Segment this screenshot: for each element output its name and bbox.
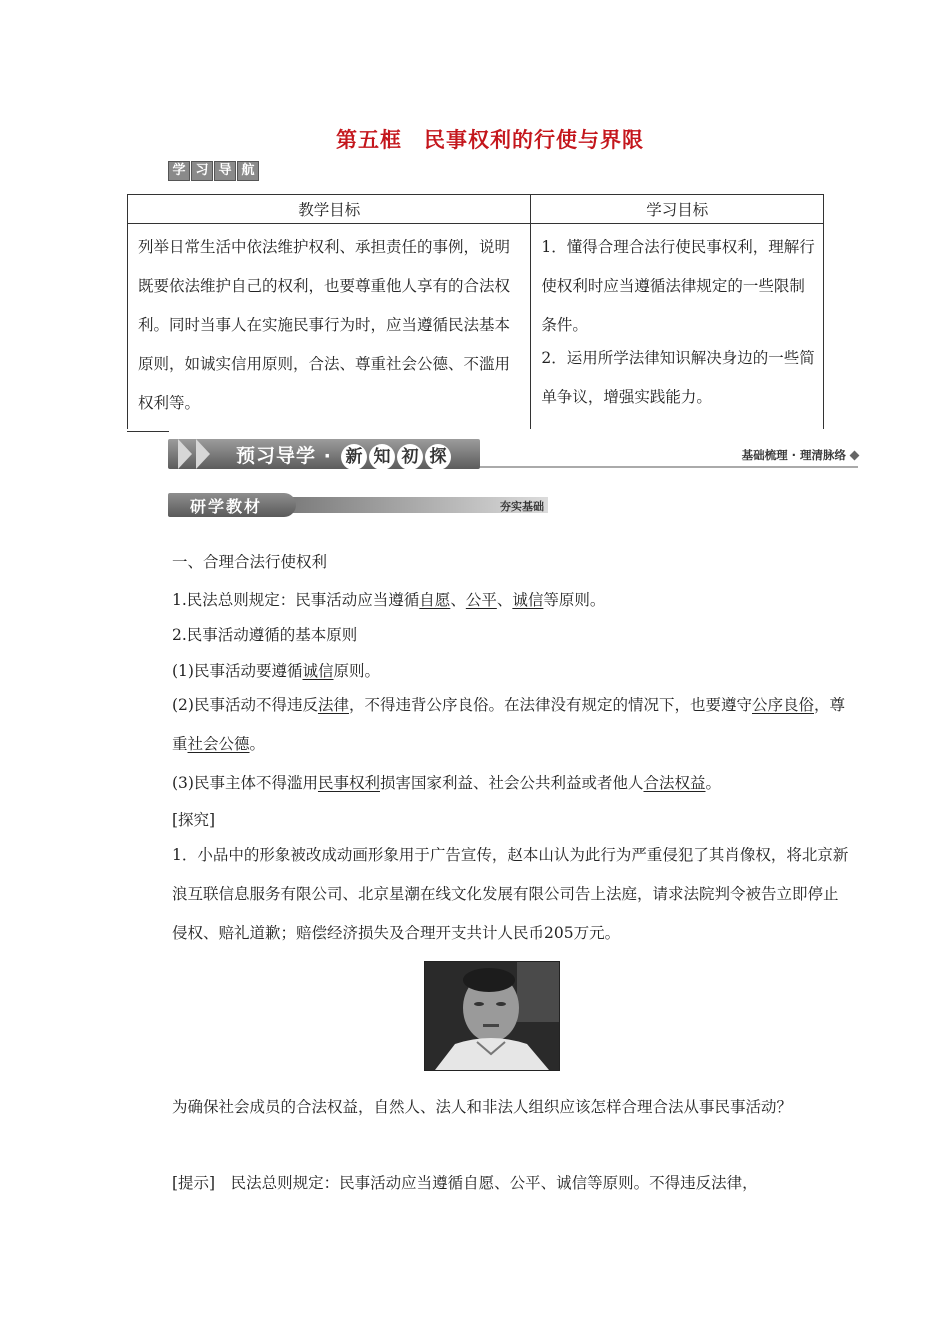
chevron-right-icon	[178, 439, 192, 469]
paragraph-2: 2.民事活动遵循的基本原则	[172, 626, 358, 644]
learning-goals-header: 学习目标	[531, 195, 824, 224]
learning-goals-cell	[531, 224, 824, 430]
paragraph-1: 1.民法总则规定：民事活动应当遵循自愿、公平、诚信等原则。	[172, 591, 606, 609]
question-paragraph: 为确保社会成员的合法权益，自然人、法人和非法人组织应该怎样合理合法从事民事活动？	[172, 1098, 793, 1116]
portrait-photo	[424, 961, 560, 1071]
sub-banner-label: 研学教材	[190, 497, 263, 516]
sub-banner-label-box	[168, 493, 296, 517]
badge-char: 导	[214, 161, 236, 181]
badge-char: 学	[168, 161, 190, 181]
badge-char: 习	[191, 161, 213, 181]
diamond-icon	[850, 451, 860, 461]
badge-char: 航	[237, 161, 259, 181]
learning-goal-2: 2．运用所学法律知识解决身边的一些简单争议，增强实践能力。	[541, 349, 815, 406]
banner-circle-char: 探	[425, 444, 451, 470]
banner-circle-char: 新	[341, 444, 367, 470]
banner-underline	[480, 466, 858, 468]
portrait-illustration	[425, 962, 559, 1070]
teaching-goals-cell: 列举日常生活中依法维护权利、承担责任的事例，说明既要依法维护自己的权利，也要尊重他人享有的合法权利。同时当事人在实施民事行为时，应当遵循民法基本原则，如诚实信用原则，合法、尊重社会公德、不滥用权利等。	[128, 224, 531, 430]
table-bottom-border	[127, 431, 169, 432]
paragraph-3: (1)民事活动要遵循诚信原则。	[172, 662, 380, 680]
banner-title	[236, 441, 451, 470]
sub-banner-subtitle: 夯实基础	[500, 500, 544, 513]
study-guide-badge	[168, 161, 259, 181]
goals-table	[127, 194, 824, 429]
section-banner	[168, 437, 858, 471]
paragraph-5: (3)民事主体不得滥用民事权利损害国家利益、社会公共利益或者他人合法权益。	[172, 774, 722, 792]
banner-label: 预习导学 ·	[236, 445, 332, 467]
case-paragraph: 1．小品中的形象被改成动画形象用于广告宣传，赵本山认为此行为严重侵犯了其肖像权，将北京新浪互联信息服务有限公司、北京星潮在线文化发展有限公司告上法庭，请求法院判令被告立即停止侵权、赔礼道歉；赔偿经济损失及合理开支共计人民币205万元。	[172, 846, 849, 942]
chevron-right-icon	[196, 439, 210, 469]
page-title: 第五框 民事权利的行使与界限	[336, 128, 644, 152]
explore-label: [探究]	[172, 811, 216, 829]
sub-banner	[168, 493, 548, 517]
hint-paragraph: [提示] 民法总则规定：民事活动应当遵循自愿、公平、诚信等原则。不得违反法律，	[172, 1174, 758, 1192]
learning-goal-1: 1．懂得合理合法行使民事权利，理解行使权利时应当遵循法律规定的一些限制条件。	[541, 238, 815, 334]
section-heading: 一、合理合法行使权利	[172, 553, 328, 571]
paragraph-4: (2)民事活动不得违反法律，不得违背公序良俗。在法律没有规定的情况下，也要遵守公序良俗，尊重社会公德。	[172, 696, 846, 753]
banner-circle-char: 知	[369, 444, 395, 470]
banner-circle-char: 初	[397, 444, 423, 470]
banner-subtitle: 基础梳理 · 理清脉络	[741, 448, 846, 462]
teaching-goals-header: 教学目标	[128, 195, 531, 224]
